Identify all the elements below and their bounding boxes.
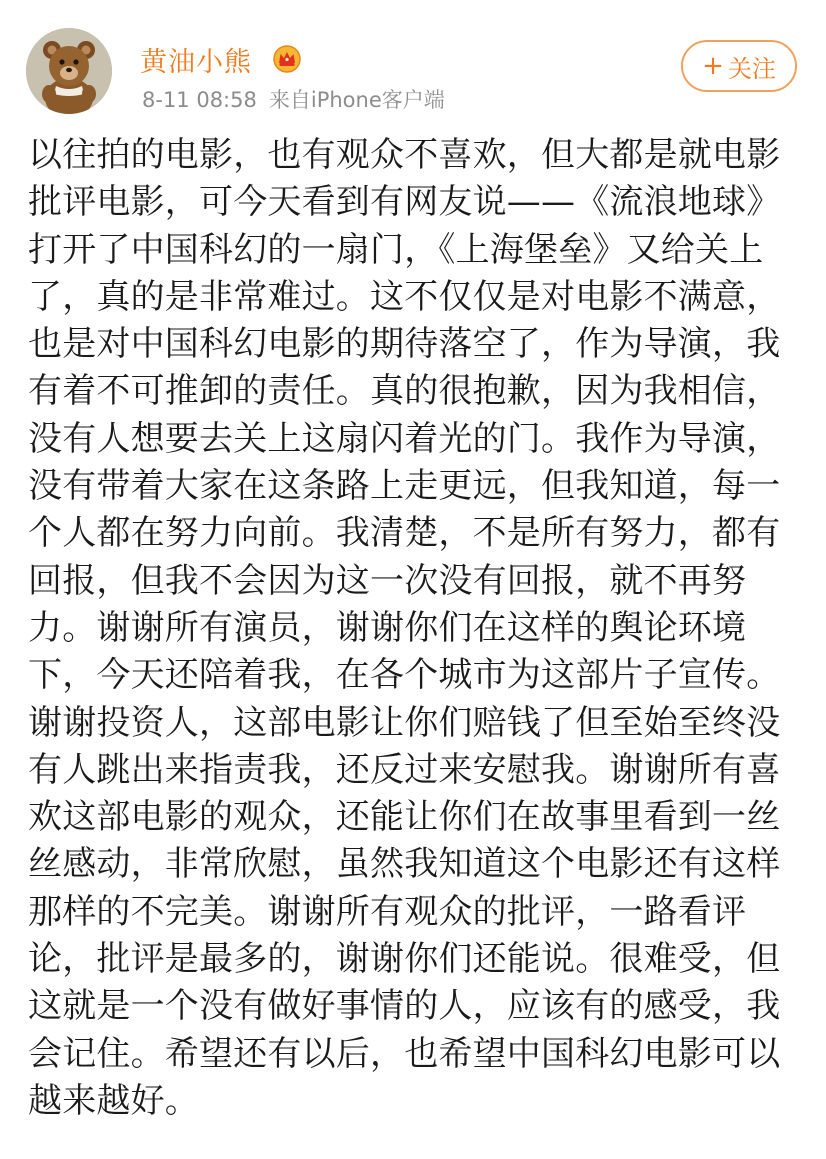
post-meta	[142, 84, 445, 114]
post-text-line: 打开了中国科幻的一扇门，《上海堡垒》又给关上	[28, 229, 764, 270]
follow-button[interactable]	[681, 40, 797, 92]
post-text-line: 下，今天还陪着我，在各个城市为这部片子宣传。	[28, 655, 781, 696]
post-text-line: 有人跳出来指责我，还反过来安慰我。谢谢所有喜	[28, 749, 781, 790]
post-text-line: 这就是一个没有做好事情的人，应该有的感受，我	[28, 986, 781, 1027]
post-text-line: 没有人想要去关上这扇闪着光的门。我作为导演，	[28, 418, 781, 459]
post-text-line: 那样的不完美。谢谢所有观众的批评，一路看评	[28, 891, 747, 932]
post-text-line: 会记住。希望还有以后，也希望中国科幻电影可以	[28, 1033, 781, 1074]
post-text-line: 丝感动，非常欣慰，虽然我知道这个电影还有这样	[28, 844, 781, 885]
follow-button-label: 关注	[727, 54, 776, 83]
plus-icon: +	[702, 51, 724, 81]
post-text-line: 没有带着大家在这条路上走更远，但我知道，每一	[28, 466, 781, 507]
post-timestamp: 8-11 08:58	[142, 88, 257, 112]
post-body	[28, 132, 818, 1125]
post-text-line: 回报，但我不会因为这一次没有回报，就不再努	[28, 560, 747, 601]
post-text-line: 以往拍的电影，也有观众不喜欢，但大都是就电影	[28, 135, 781, 175]
post-text-line: 有着不可推卸的责任。真的很抱歉，因为我相信，	[28, 371, 781, 412]
post-text-line: 越来越好。	[28, 1080, 199, 1121]
post-text-line: 批评电影，可今天看到有网友说——《流浪地球》	[28, 182, 781, 223]
post-text-line: 论，批评是最多的，谢谢你们还能说。很难受，但	[28, 939, 781, 980]
teddy-bear-icon	[26, 28, 112, 114]
post-text-line: 谢谢投资人，这部电影让你们赔钱了但至始至终没	[28, 702, 781, 743]
post-text-line: 个人都在努力向前。我清楚，不是所有努力，都有	[28, 513, 781, 554]
post-source: 来自iPhone客户端	[268, 88, 445, 112]
post-header	[0, 0, 826, 130]
avatar[interactable]	[26, 28, 112, 114]
post-text-line: 力。谢谢所有演员，谢谢你们在这样的舆论环境	[28, 607, 747, 648]
vip-crown-icon	[272, 44, 302, 74]
post-text-line: 了，真的是非常难过。这不仅仅是对电影不满意，	[28, 276, 781, 317]
post-text-line: 也是对中国科幻电影的期待落空了，作为导演，我	[28, 324, 781, 365]
post-text-line: 欢这部电影的观众，还能让你们在故事里看到一丝	[28, 797, 781, 838]
author-name[interactable]: 黄油小熊	[140, 47, 252, 78]
